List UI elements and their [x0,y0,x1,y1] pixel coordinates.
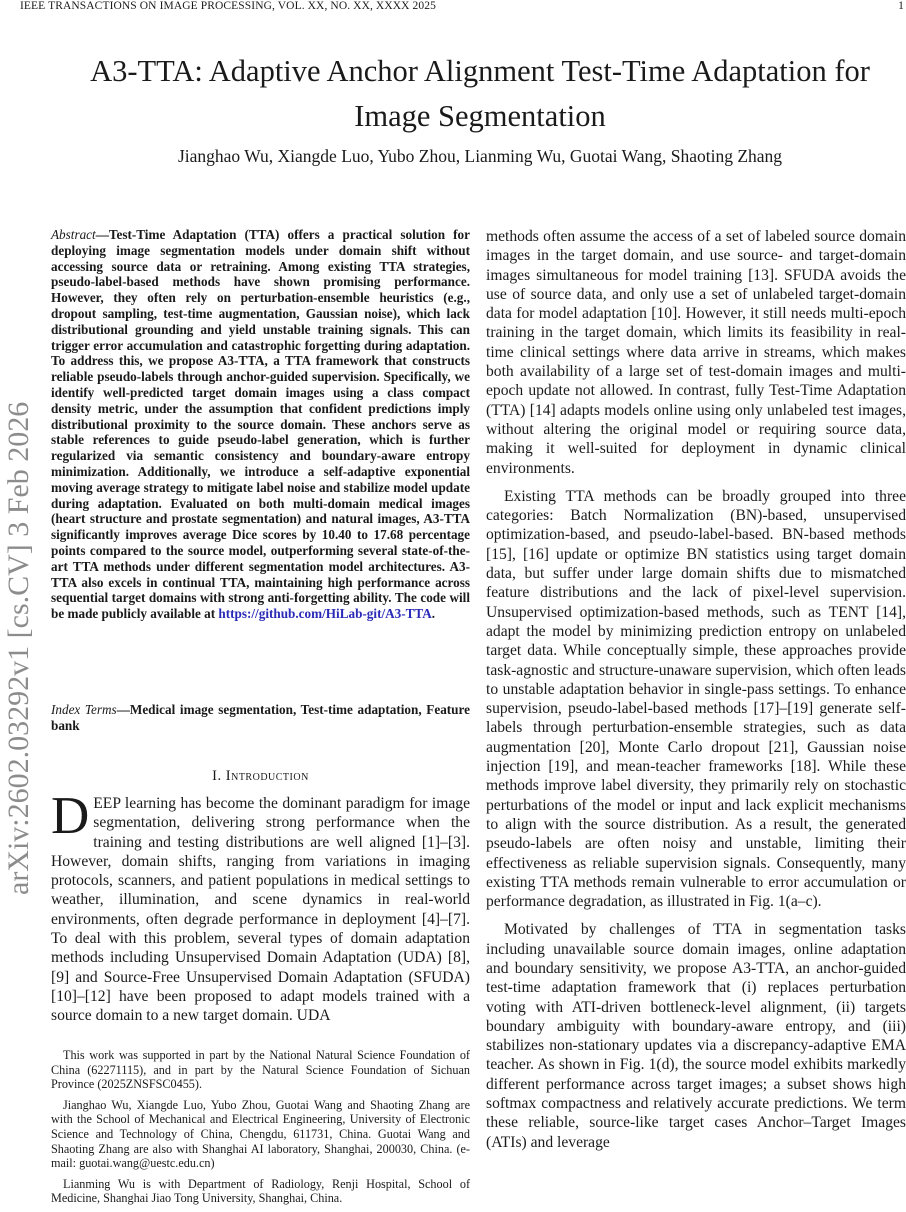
footnote-affiliation-wu: Lianming Wu is with Department of Radiology, Renji Hospital, School of Medicine, Shanghai Jiao Tong University, Shanghai, China. [51,1176,470,1206]
code-repository-link[interactable]: https://github.com/HiLab-git/A3-TTA [218,606,432,622]
index-terms-label: Index Terms [51,702,117,717]
abstract-label: Abstract [51,227,96,242]
index-terms-text: —Medical image segmentation, Test-time adaptation, Feature bank [51,702,470,733]
footnote-affiliations: Jianghao Wu, Xiangde Luo, Yubo Zhou, Guotai Wang and Shaoting Zhang are with the School of Mechanical and Electrical Engineering, University of Electronic Science and Technology of China, Chengdu, 611731, China. Guotai Wang and Shaoting Zhang are also with Shanghai AI laboratory, Shanghai, 200030, China. (e-mail: guotai.wang@uestc.edu.cn) [51,1097,470,1171]
index-terms [51,702,470,734]
arxiv-identifier[interactable]: arXiv:2602.03292v1 [cs.CV] 3 Feb 2026 [2,401,35,895]
right-paragraph-2: Existing TTA methods can be broadly grouped into three categories: Batch Normalization (BN)-based, unsupervised optimization-based, and pseudo-label-based. BN-based methods [15], [16] update or optimize BN statistics using target domain data, but suffer under large domain shifts due to mismatched feature distributions and the lack of pixel-level supervision. Unsupervised optimization-based methods, such as TENT [14], adapt the model by minimizing prediction entropy on unlabeled target data. While conceptually simple, these approaches provide task-agnostic and structure-unaware supervision, which often leads to unstable adaptation behavior in single-pass settings. To enhance supervision, pseudo-label-based methods [17]–[19] generate self-labels through perturbation-ensemble strategies, such as data augmentation [20], Monte Carlo dropout [21], Gaussian noise injection [19], and mean-teacher frameworks [18]. While these methods improve label diversity, they primarily rely on stochastic perturbations of the model or input and lack explicit mechanisms to align with the source distribution. As a result, the generated pseudo-labels are often noisy and unstable, limiting their effectiveness as reliable supervision signals. Consequently, many existing TTA methods remain vulnerable to error accumulation or performance degradation, as illustrated in Fig. 1(a–c). [486,487,906,911]
running-header [20,0,904,14]
section-number: I. [212,768,226,784]
abstract-end: . [431,606,436,622]
arxiv-stamp [0,300,35,900]
intro-first-paragraph [51,787,470,1026]
footnote-funding: This work was supported in part by the National Natural Science Foundation of China (62271115), and in part by the Natural Science Foundation of Sichuan Province (2025ZNSFSC0455). [51,1048,470,1092]
journal-name: IEEE TRANSACTIONS ON IMAGE PROCESSING, VOL. XX, NO. XX, XXXX 2025 [20,0,436,12]
abstract [51,227,470,622]
author-list: Jianghao Wu, Xiangde Luo, Yubo Zhou, Lianming Wu, Guotai Wang, Shaoting Zhang [177,146,783,166]
section-heading-introduction [51,768,470,785]
page-number: 1 [898,0,904,12]
intro-text: EEP learning has become the dominant paradigm for image segmentation, delivering strong performance when the training and testing distributions are well aligned [1]–[3]. However, domain shifts, ranging from variations in imaging protocols, scanners, and patient populations in medical settings to weather, illumination, and scene dynamics in real-world environments, often degrade performance in deployment [4]–[7]. To deal with this problem, several types of domain adaptation methods including Unsupervised Domain Adaptation (UDA) [8], [9] and Source-Free Unsupervised Domain Adaptation (SFUDA) [10]–[12] have been proposed to adapt models trained with a source domain to a new target domain. UDA [51,795,470,1025]
drop-cap: D [51,787,90,845]
paper-title: A3-TTA: Adaptive Anchor Alignment Test-Time Adaptation for Image Segmentation [90,54,870,133]
abstract-text: —Test-Time Adaptation (TTA) offers a practical solution for deploying image segmentation models under domain shift without accessing source data or retraining. Among existing TTA strategies, pseudo-label-based methods have shown promising performance. However, they often rely on perturbation-ensemble heuristics (e.g., dropout sampling, test-time augmentation, Gaussian noise), which lack distributional grounding and yield unstable training signals. This can trigger error accumulation and catastrophic forgetting during adaptation. To address this, we propose A3-TTA, a TTA framework that constructs reliable pseudo-labels through anchor-guided supervision. Specifically, we identify well-predicted target domain images using a class compact density metric, under the assumption that confident predictions imply distributional proximity to the source domain. These anchors serve as stable references to guide pseudo-label generation, which is further regularized via semantic consistency and boundary-aware entropy minimization. Additionally, we introduce a self-adaptive exponential moving average strategy to mitigate label noise and stabilize model update during adaptation. Evaluated on both multi-domain medical images (heart structure and prostate segmentation) and natural images, A3-TTA significantly improves average Dice scores by 10.40 to 17.68 percentage points compared to the source model, outperforming several state-of-the-art TTA methods under different segmentation model architectures. A3-TTA also excels in continual TTA, maintaining high performance across sequential target domains with strong anti-forgetting ability. The code will be made publicly available at [51,227,470,622]
right-paragraph-3: Motivated by challenges of TTA in segmentation tasks including unavailable source domain images, online adaptation and boundary sensitivity, we propose A3-TTA, an anchor-guided test-time adaptation framework that (i) replaces perturbation voting with ATI-driven bottleneck-level alignment, (ii) targets boundary ambiguity with boundary-aware entropy, and (iii) stabilizes non-stationary updates via a discrepancy-adaptive EMA teacher. As shown in Fig. 1(d), the source model exhibits markedly different performance across target images; a subset shows high softmax compactness and relatively accurate predictions. We term these reliable, source-like target cases Anchor–Target Images (ATIs) and leverage [486,921,906,1151]
footnotes [51,1048,470,1212]
introduction-paragraph [51,787,470,1026]
right-column [486,227,906,1152]
section-title: Introduction [225,768,309,784]
right-paragraph-1: methods often assume the access of a set of labeled source domain images in the target domain, and use source- and target-domain images simultaneous for model training [13]. SFUDA avoids the use of source data, and only use a set of unlabeled target-domain data for model adaptation [10]. However, it still needs multi-epoch training in the target domain, which limits its feasibility in real-time clinical settings where data arrive in streams, which makes both availability of a large set of test-domain images and multi-epoch update not allowed. In contrast, fully Test-Time Adaptation (TTA) [14] adapts models online using only unlabeled test images, without altering the original model or requiring source data, making it well-suited for deployment in dynamic clinical environments. [486,228,906,477]
